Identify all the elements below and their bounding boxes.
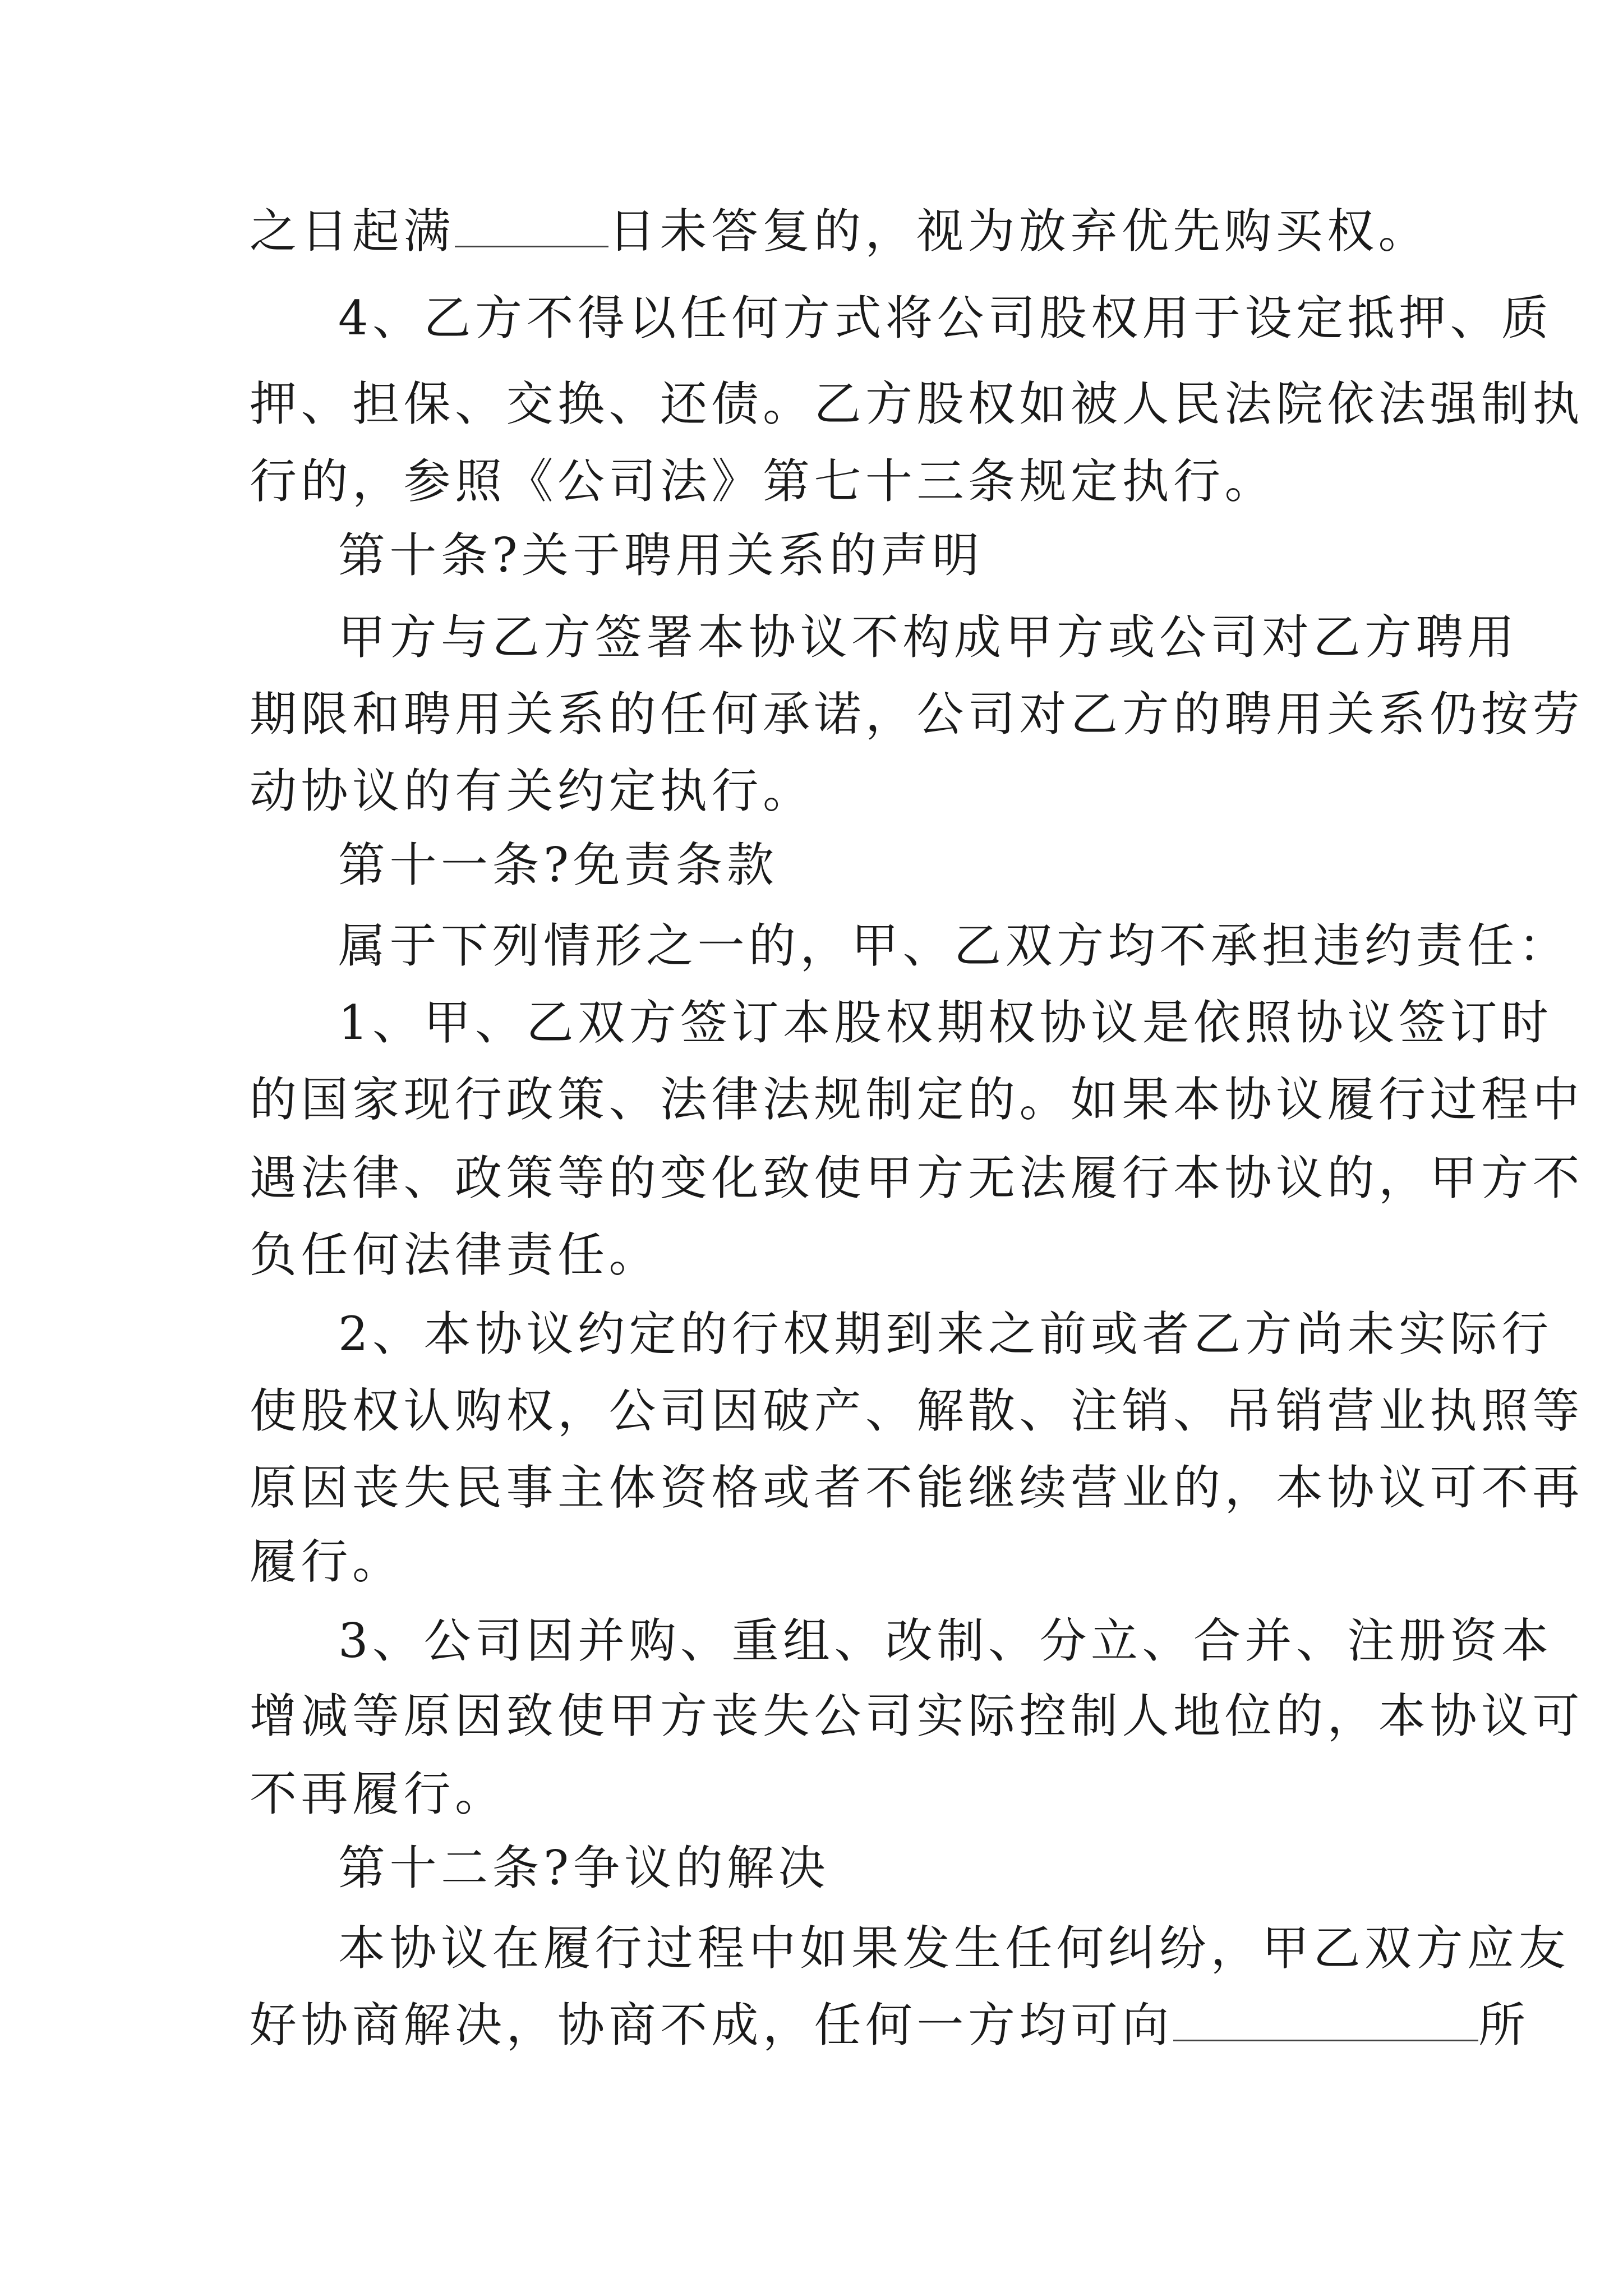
text-line: 原因丧失民事主体资格或者不能继续营业的，本协议可不再 [250,1460,1584,1515]
text-line: 押、担保、交换、还债。乙方股权如被人民法院依法强制执 [250,376,1584,431]
text-line: 甲方与乙方签署本协议不构成甲方或公司对乙方聘用 [338,610,1519,665]
text-line: 行的，参照《公司法》第七十三条规定执行。 [250,454,1276,509]
text-line [250,200,1430,262]
text-line: 遇法律、政策等的变化致使甲方无法履行本协议的，甲方不 [250,1151,1584,1205]
text-line: 使股权认购权，公司因破产、解散、注销、吊销营业执照等 [250,1383,1584,1438]
text-line: 的国家现行政策、法律法规制定的。如果本协议履行过程中 [250,1072,1584,1127]
text-line: 负任何法律责任。 [250,1227,661,1282]
text-fragment: 之日起满 [250,204,455,259]
text-line: 1、甲、乙双方签订本股权期权协议是依照协议签订时 [338,995,1553,1050]
text-line [250,1994,1530,2056]
text-line: 本协议在履行过程中如果发生任何纠纷，甲乙双方应友 [338,1921,1570,1976]
text-line: 2、本协议约定的行权期到来之前或者乙方尚未实际行 [338,1306,1553,1361]
text-line: 履行。 [250,1534,404,1589]
text-line: 动协议的有关约定执行。 [250,763,814,818]
text-line: 属于下列情形之一的，甲、乙双方均不承担违约责任： [338,918,1570,973]
section-heading: 第十一条?免责条款 [338,838,778,892]
text-fragment: 好协商解决，协商不成，任何一方均可向 [250,1998,1174,2053]
text-line: 期限和聘用关系的任何承诺，公司对乙方的聘用关系仍按劳 [250,687,1584,742]
text-fragment: 日未答复的，视为放弃优先购买权。 [608,204,1430,259]
text-line: 4、乙方不得以任何方式将公司股权用于设定抵押、质 [338,291,1553,346]
section-heading: 第十二条?争议的解决 [338,1841,830,1895]
text-fragment: 所 [1478,1998,1530,2053]
fill-in-blank [455,205,608,247]
text-line: 3、公司因并购、重组、改制、分立、合并、注册资本 [338,1613,1553,1668]
text-line: 增减等原因致使甲方丧失公司实际控制人地位的，本协议可 [250,1688,1584,1743]
fill-in-blank [1173,1999,1478,2041]
section-heading: 第十条?关于聘用关系的声明 [338,528,984,583]
text-line: 不再履行。 [250,1766,506,1821]
